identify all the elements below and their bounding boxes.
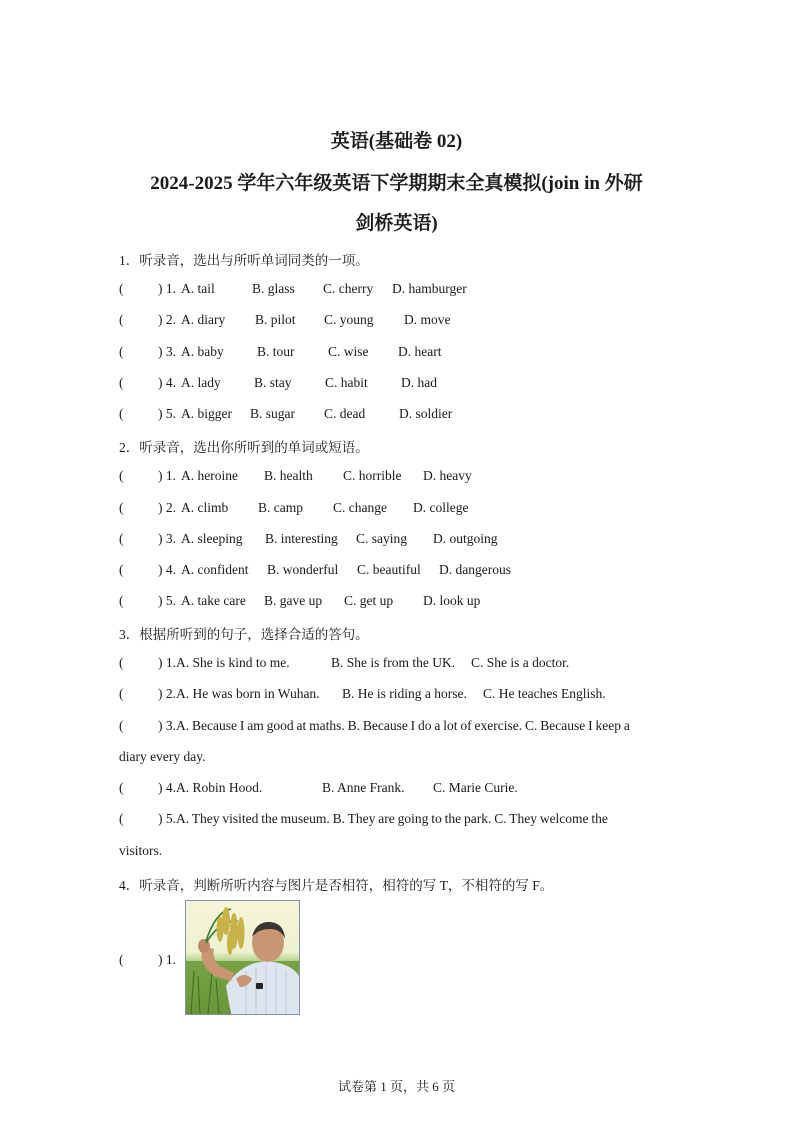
option-c: C. horrible [343, 468, 402, 483]
question-number: ) 3. [158, 718, 176, 733]
option-a: A. take care [181, 593, 246, 608]
option-d: D. look up [423, 593, 481, 608]
question-row [0, 952, 793, 972]
question-row [0, 344, 793, 364]
question-number: ) 1. [158, 655, 176, 670]
answer-paren: ( [119, 811, 124, 826]
question-row [0, 312, 793, 332]
option-b: B. gave up [264, 593, 323, 608]
answer-paren: ( [119, 406, 124, 421]
answer-paren: ( [119, 718, 124, 733]
page-footer: 试卷第 1 页，共 6 页 [337, 1079, 455, 1094]
option-c: C. get up [344, 593, 394, 608]
question-row [0, 811, 793, 831]
question-number: ) 4. [158, 562, 176, 577]
option-c: C. wise [328, 344, 369, 359]
question-row [0, 281, 793, 301]
option-c: C. habit [325, 375, 368, 390]
option-a: A. sleeping [181, 531, 243, 546]
page-title-line3: 剑桥英语) [355, 213, 438, 234]
option-c: C. change [333, 500, 387, 515]
option-c: C. beautiful [357, 562, 421, 577]
option-d: D. college [413, 500, 469, 515]
question-number: ) 4. [158, 780, 176, 795]
answer-paren: ( [119, 593, 124, 608]
answer-paren: ( [119, 375, 124, 390]
option-c: C. Marie Curie. [433, 780, 518, 795]
answer-paren: ( [119, 500, 124, 515]
question-number: ) 3. [158, 344, 176, 359]
page-title-line1: 英语(基础卷 02) [330, 131, 463, 152]
option-c: C. She is a doctor. [471, 655, 570, 670]
question-row [0, 531, 793, 551]
question-number: ) 1. [158, 281, 176, 296]
answer-paren: ( [119, 655, 124, 670]
question-row [0, 686, 793, 706]
option-b: B. health [264, 468, 313, 483]
option-d: D. move [404, 312, 451, 327]
option-d: D. had [401, 375, 437, 390]
section-3-heading: 3．根据所听到的句子，选择合适的答句。 [119, 627, 369, 642]
option-d: D. hamburger [392, 281, 467, 296]
question-row [0, 406, 793, 426]
option-a: A. Robin Hood. [176, 780, 263, 795]
section-2-heading: 2．听录音，选出你所听到的单词或短语。 [119, 440, 369, 455]
question-text: A. Because I am good at maths. B. Because I do a lot of exercise. C. Because I keep a [176, 718, 630, 733]
option-d: D. heart [398, 344, 442, 359]
photo-illustration-icon [186, 901, 299, 1014]
question-row [0, 655, 793, 675]
answer-paren: ( [119, 281, 124, 296]
answer-paren: ( [119, 780, 124, 795]
question-row [0, 375, 793, 395]
option-b: B. camp [258, 500, 303, 515]
option-b: B. glass [252, 281, 295, 296]
answer-paren: ( [119, 686, 124, 701]
option-a: A. She is kind to me. [176, 655, 290, 670]
answer-paren: ( [119, 531, 124, 546]
question-row [0, 562, 793, 582]
question-number: ) 5. [158, 406, 176, 421]
section-4-heading: 4．听录音，判断所听内容与图片是否相符，相符的写 T，不相符的写 F。 [119, 878, 554, 893]
option-b: B. tour [257, 344, 295, 359]
option-c: C. He teaches English. [483, 686, 606, 701]
option-a: A. climb [181, 500, 229, 515]
question-row [0, 780, 793, 800]
question-row [0, 468, 793, 488]
answer-paren: ( [119, 562, 124, 577]
option-b: B. She is from the UK. [331, 655, 456, 670]
answer-paren: ( [119, 344, 124, 359]
question-number: ) 4. [158, 375, 176, 390]
answer-paren: ( [119, 312, 124, 327]
question-number: ) 3. [158, 531, 176, 546]
option-b: B. pilot [255, 312, 296, 327]
question-number: ) 5. [158, 593, 176, 608]
question-row [0, 718, 793, 738]
option-a: A. tail [181, 281, 215, 296]
option-d: D. dangerous [439, 562, 511, 577]
option-d: D. soldier [399, 406, 453, 421]
option-b: B. He is riding a horse. [342, 686, 467, 701]
question-number: ) 1. [158, 952, 176, 967]
option-c: C. saying [356, 531, 408, 546]
option-a: A. heroine [181, 468, 238, 483]
question-continuation: diary every day. [119, 749, 206, 764]
question-row [0, 593, 793, 613]
question-number: ) 2. [158, 312, 176, 327]
question-number: ) 1. [158, 468, 176, 483]
answer-paren: ( [119, 468, 124, 483]
option-b: B. interesting [265, 531, 338, 546]
option-b: B. wonderful [267, 562, 339, 577]
option-d: D. outgoing [433, 531, 498, 546]
option-b: B. sugar [250, 406, 295, 421]
question-text: A. They visited the museum. B. They are going to the park. C. They welcome the [176, 811, 608, 826]
option-a: A. lady [181, 375, 221, 390]
option-d: D. heavy [423, 468, 472, 483]
option-b: B. stay [254, 375, 292, 390]
option-a: A. bigger [181, 406, 232, 421]
option-a: A. baby [181, 344, 224, 359]
option-b: B. Anne Frank. [322, 780, 405, 795]
question-number: ) 2. [158, 500, 176, 515]
question-image-man-with-rice [185, 900, 300, 1015]
option-a: A. He was born in Wuhan. [176, 686, 320, 701]
option-c: C. young [324, 312, 374, 327]
page-title-line2: 2024-2025 学年六年级英语下学期期末全真模拟(join in 外研 [150, 173, 643, 194]
question-number: ) 2. [158, 686, 176, 701]
answer-paren: ( [119, 952, 124, 967]
question-row [0, 500, 793, 520]
question-continuation: visitors. [119, 843, 163, 858]
option-a: A. diary [181, 312, 226, 327]
option-a: A. confident [181, 562, 249, 577]
option-c: C. cherry [323, 281, 374, 296]
section-1-heading: 1．听录音，选出与所听单词同类的一项。 [119, 253, 369, 268]
question-number: ) 5. [158, 811, 176, 826]
option-c: C. dead [324, 406, 366, 421]
